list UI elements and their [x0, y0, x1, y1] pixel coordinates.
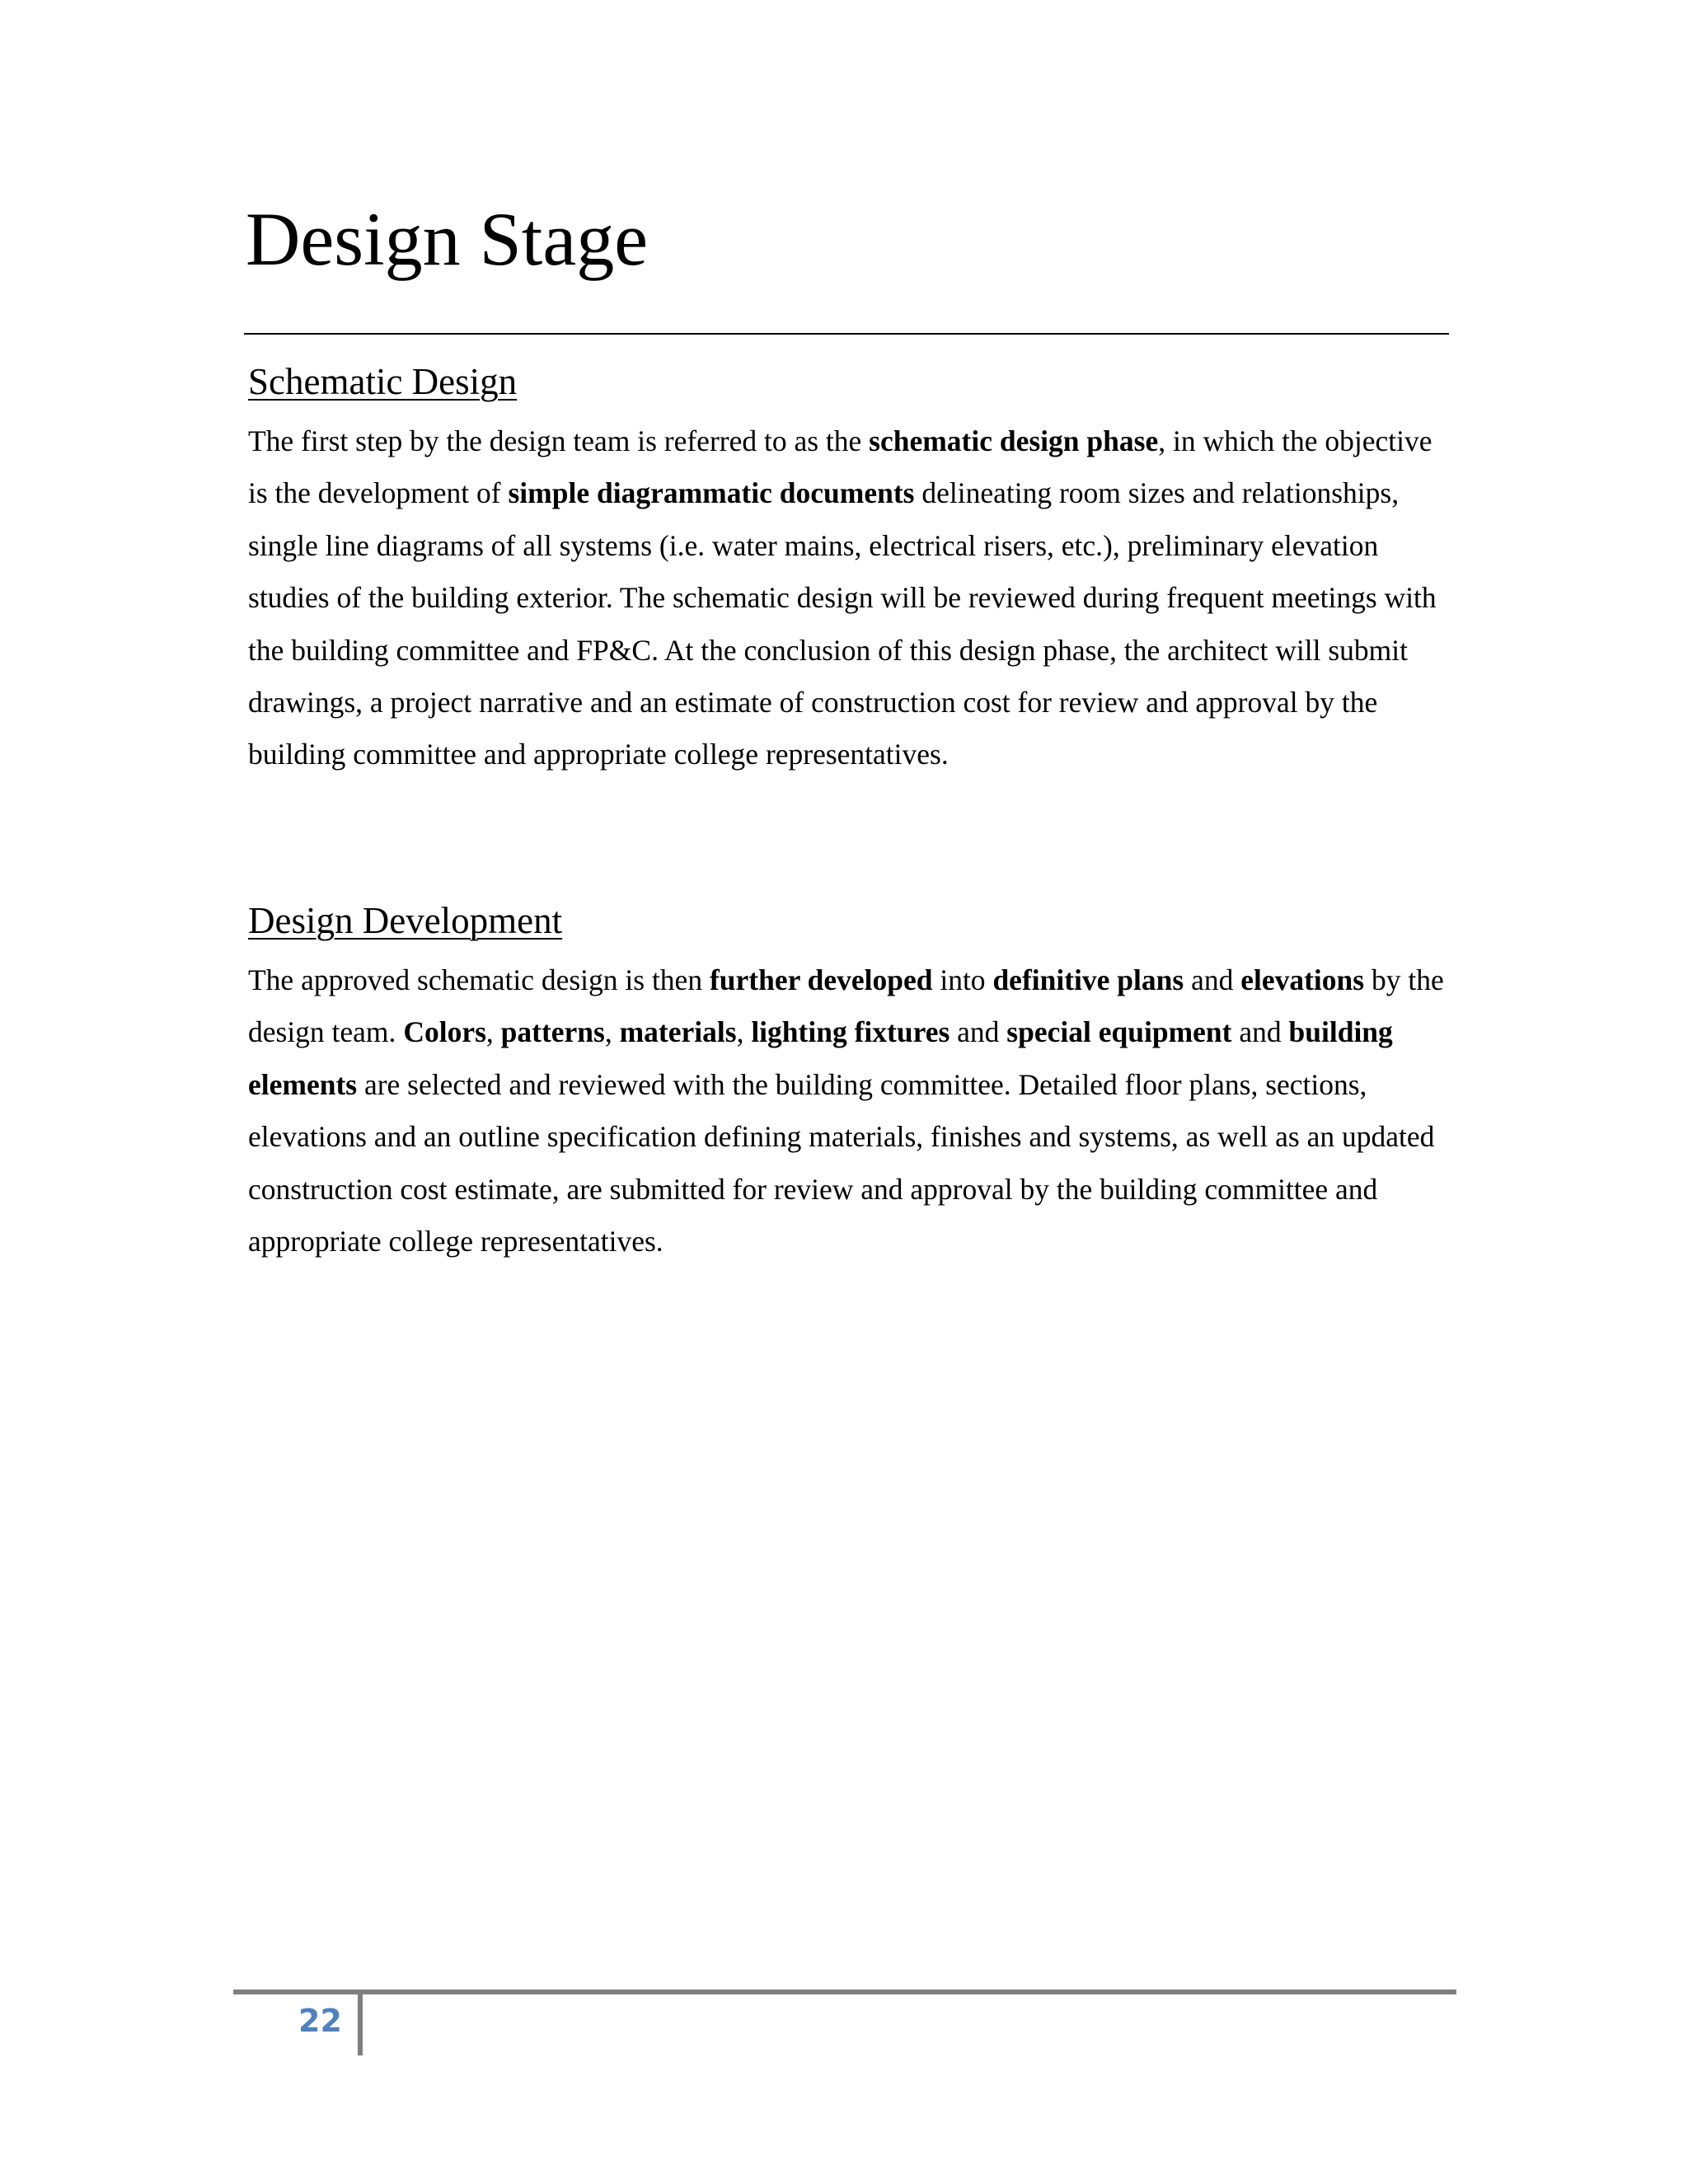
bold-term: Colors [403, 1015, 486, 1049]
section-schematic-design [248, 359, 1451, 781]
paragraph-text: and [1231, 1015, 1289, 1049]
paragraph-text: and [1184, 963, 1241, 996]
title-divider [244, 333, 1449, 335]
paragraph-text: , [604, 1015, 620, 1049]
footer-rule [233, 1990, 1456, 1994]
bold-term: definitive plans [992, 963, 1184, 996]
paragraph-text: delineating room sizes and relationships, single line diagrams of all systems (i.e. water mains, electrical risers, etc.), preliminary elevation studies of the building exterior. The schematic design will be reviewed during frequent meetings with the building committee and FP&C. At the conclusion of this design phase, the architect will submit drawings, a project narrative and an estimate of construction cost for review and approval by the building committee and appropriate college representatives. [248, 476, 1437, 771]
footer-divider [358, 1994, 363, 2055]
bold-term: schematic design phase [869, 424, 1159, 457]
page-number: 22 [298, 2003, 342, 2039]
paragraph-text: , in which the objective is the development of [248, 424, 1432, 510]
bold-term: elevations [1240, 963, 1365, 996]
paragraph-text: into [932, 963, 993, 996]
paragraph-text: , [485, 1015, 501, 1049]
paragraph-text: , [736, 1015, 752, 1049]
section-heading: Design Development [248, 900, 563, 941]
section-paragraph [248, 954, 1451, 1268]
paragraph-text: are selected and reviewed with the building committee. Detailed floor plans, sections, elevations and an outline specification defining materials, finishes and systems, as well as an updated construction cost estimate, are submitted for review and approval by the building committee and appropriate college representatives. [248, 1067, 1435, 1258]
section-paragraph [248, 415, 1451, 781]
paragraph-text: The first step by the design team is referred to as the [248, 424, 870, 457]
bold-term: simple diagrammatic documents [508, 476, 915, 510]
paragraph-text: by the design team. [248, 963, 1444, 1049]
section-design-development [248, 898, 1451, 1268]
section-heading: Schematic Design [248, 361, 518, 402]
page-title: Design Stage [246, 197, 649, 281]
bold-term: special equipment [1006, 1015, 1232, 1049]
paragraph-text: and [950, 1015, 1007, 1049]
bold-term: further developed [709, 963, 933, 996]
bold-term: materials [619, 1015, 737, 1049]
bold-term: lighting fixtures [751, 1015, 950, 1049]
paragraph-text: The approved schematic design is then [248, 963, 710, 996]
bold-term: patterns [500, 1015, 605, 1049]
bold-term: building elements [248, 1015, 1393, 1101]
